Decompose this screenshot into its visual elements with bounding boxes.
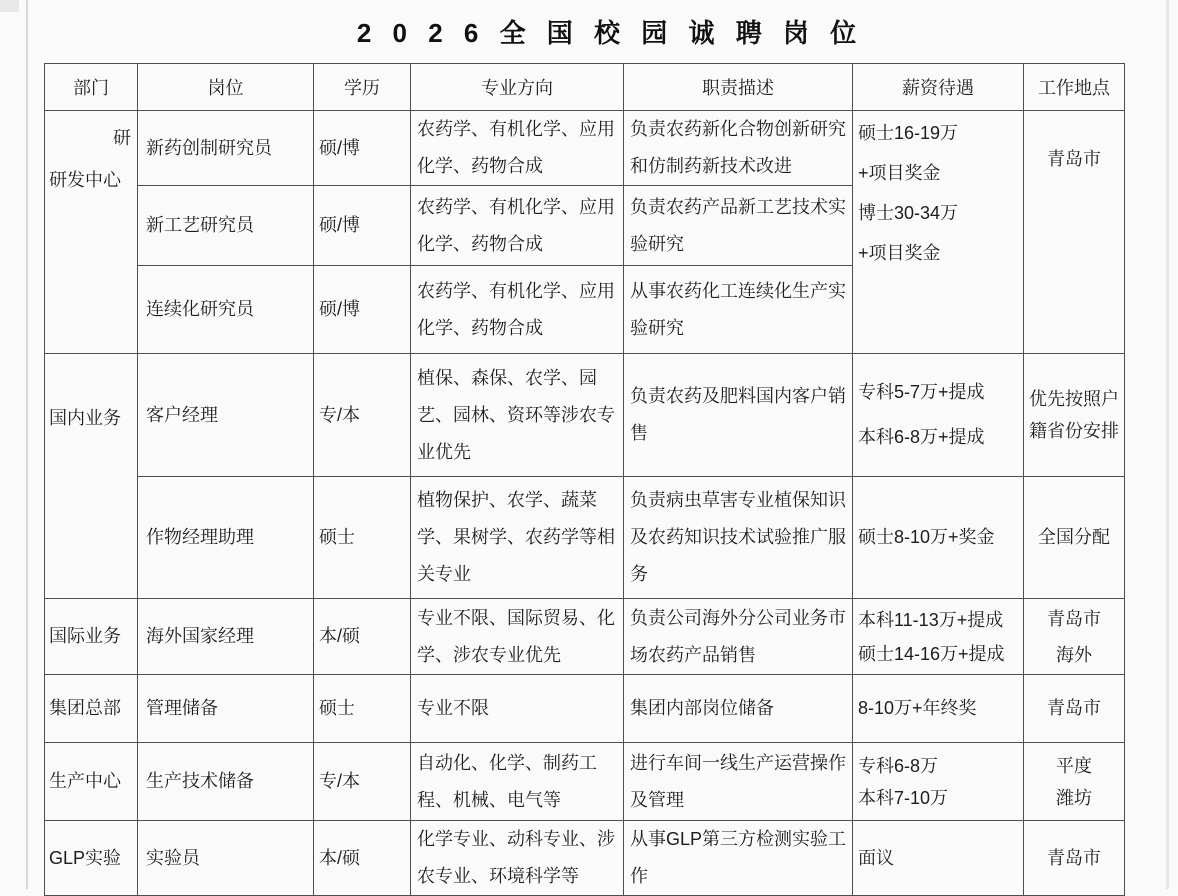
cell-duty: 负责公司海外分公司业务市 场农药产品销售 (624, 599, 853, 675)
cell-salary: 专科6-8万 本科7-10万 (853, 743, 1024, 821)
cell-position: 生产技术储备 (138, 743, 314, 821)
header-duty: 职责描述 (624, 64, 853, 111)
cell-salary: 专科5-7万+提成 本科6-8万+提成 (853, 354, 1024, 477)
cell-department-rnd: 研 研发中心 (45, 111, 138, 354)
cell-duty: 负责农药产品新工艺技术实 验研究 (624, 186, 853, 266)
cell-major: 自动化、化学、制药工 程、机械、电气等 (411, 743, 624, 821)
cell-major: 专业不限 (411, 675, 624, 743)
table-row (45, 477, 1125, 599)
cell-major: 专业不限、国际贸易、化 学、涉农专业优先 (411, 599, 624, 675)
cell-salary: 硕士8-10万+奖金 (853, 477, 1024, 599)
cell-degree: 硕士 (314, 675, 411, 743)
cell-major: 植物保护、农学、蔬菜 学、果树学、农药学等相 关专业 (411, 477, 624, 599)
cell-location: 全国分配 (1024, 477, 1125, 599)
table-row (45, 599, 1125, 675)
header-major: 专业方向 (411, 64, 624, 111)
table-row (45, 354, 1125, 477)
table-row (45, 111, 1125, 186)
cell-major: 植保、森保、农学、园 艺、园林、资环等涉农专 业优先 (411, 354, 624, 477)
cell-major: 农药学、有机化学、应用 化学、药物合成 (411, 186, 624, 266)
header-position: 岗位 (138, 64, 314, 111)
header-degree: 学历 (314, 64, 411, 111)
cell-degree: 专/本 (314, 743, 411, 821)
page-edge-corner (0, 0, 19, 12)
header-salary: 薪资待遇 (853, 64, 1024, 111)
cell-duty: 从事GLP第三方检测实验工 作 (624, 821, 853, 896)
cell-department-glp: GLP实验 (45, 821, 138, 896)
page-title: 2 0 2 6 全 国 校 园 诚 聘 岗 位 (356, 18, 864, 48)
cell-degree: 硕/博 (314, 186, 411, 266)
cell-position: 连续化研究员 (138, 266, 314, 354)
cell-position: 管理储备 (138, 675, 314, 743)
cell-location: 优先按照户 籍省份安排 (1024, 354, 1125, 477)
table-row (45, 675, 1125, 743)
cell-duty: 集团内部岗位储备 (624, 675, 853, 743)
cell-salary: 面议 (853, 821, 1024, 896)
table-row (45, 743, 1125, 821)
cell-duty: 负责病虫草害专业植保知识 及农药知识技术试验推广服 务 (624, 477, 853, 599)
cell-salary-rnd: 硕士16-19万 +项目奖金 博士30-34万 +项目奖金 (853, 111, 1024, 354)
cell-degree: 专/本 (314, 354, 411, 477)
cell-department-international: 国际业务 (45, 599, 138, 675)
cell-degree: 硕/博 (314, 266, 411, 354)
cell-department-domestic: 国内业务 (45, 354, 138, 599)
cell-duty: 负责农药及肥料国内客户销 售 (624, 354, 853, 477)
cell-position: 新工艺研究员 (138, 186, 314, 266)
cell-location: 青岛市 (1024, 675, 1125, 743)
cell-location: 青岛市 (1024, 821, 1125, 896)
cell-degree: 本/硕 (314, 599, 411, 675)
cell-duty: 进行车间一线生产运营操作 及管理 (624, 743, 853, 821)
cell-degree: 本/硕 (314, 821, 411, 896)
cell-position: 新药创制研究员 (138, 111, 314, 186)
cell-major: 农药学、有机化学、应用 化学、药物合成 (411, 266, 624, 354)
page-edge-line-left (26, 0, 28, 889)
cell-salary: 本科11-13万+提成 硕士14-16万+提成 (853, 599, 1024, 675)
cell-duty: 从事农药化工连续化生产实 验研究 (624, 266, 853, 354)
cell-position: 客户经理 (138, 354, 314, 477)
cell-department-production: 生产中心 (45, 743, 138, 821)
page-edge-line-right (1166, 0, 1169, 889)
header-location: 工作地点 (1024, 64, 1125, 111)
recruitment-table (44, 63, 1125, 896)
cell-location: 平度 潍坊 (1024, 743, 1125, 821)
cell-position: 海外国家经理 (138, 599, 314, 675)
cell-position: 作物经理助理 (138, 477, 314, 599)
cell-department-hq: 集团总部 (45, 675, 138, 743)
cell-location-rnd: 青岛市 (1024, 111, 1125, 354)
cell-major: 化学专业、动科专业、涉 农专业、环境科学等 (411, 821, 624, 896)
cell-degree: 硕士 (314, 477, 411, 599)
cell-location: 青岛市 海外 (1024, 599, 1125, 675)
cell-salary: 8-10万+年终奖 (853, 675, 1024, 743)
header-department: 部门 (45, 64, 138, 111)
cell-degree: 硕/博 (314, 111, 411, 186)
cell-major: 农药学、有机化学、应用 化学、药物合成 (411, 111, 624, 186)
cell-position: 实验员 (138, 821, 314, 896)
recruitment-sheet (44, 63, 1125, 896)
table-row (45, 821, 1125, 896)
cell-duty: 负责农药新化合物创新研究 和仿制药新技术改进 (624, 111, 853, 186)
header-row (45, 64, 1125, 111)
